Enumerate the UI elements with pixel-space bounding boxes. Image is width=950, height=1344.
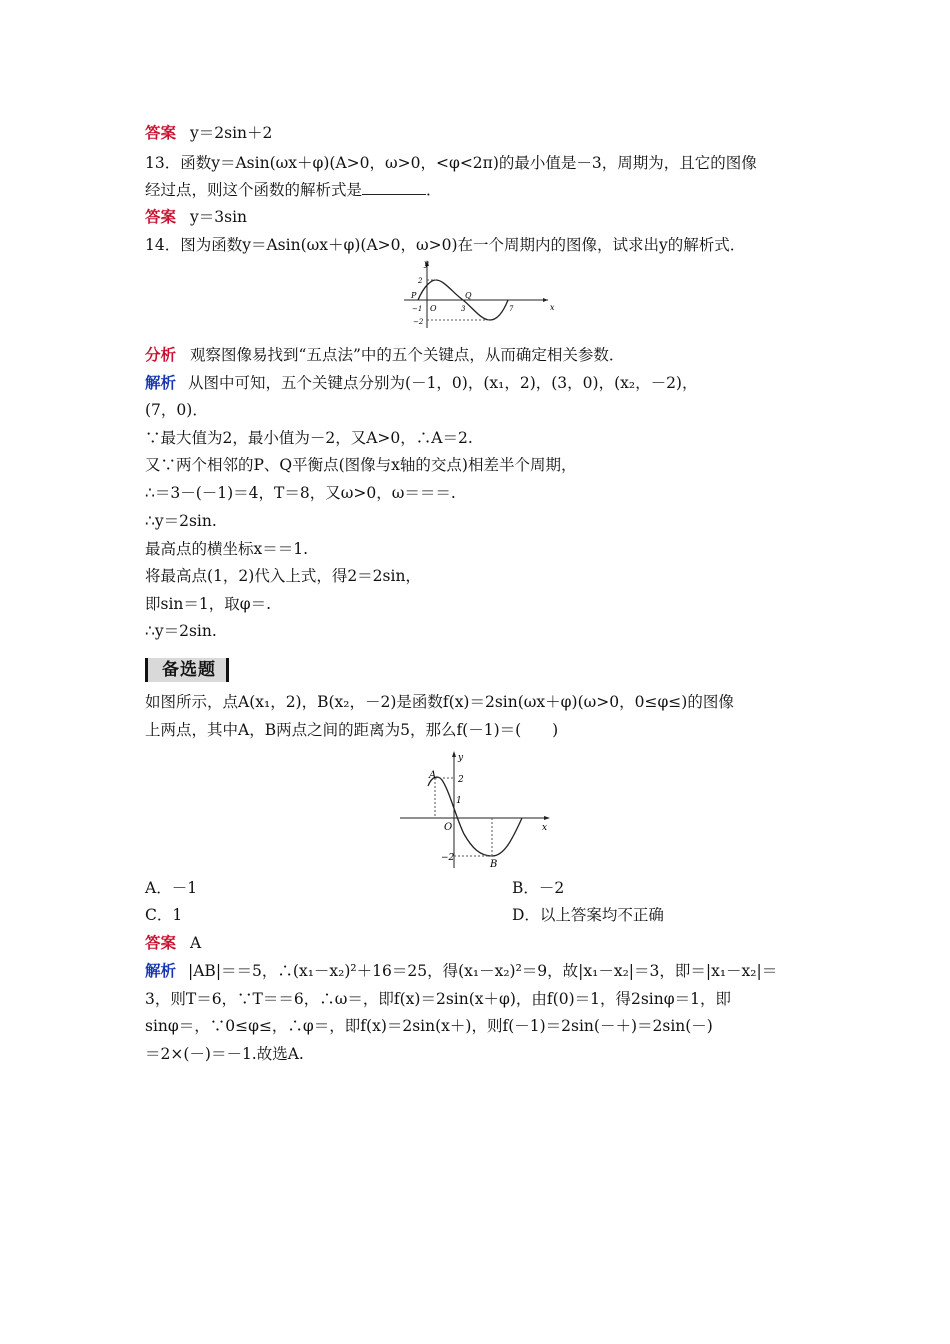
point-q-label: Q — [465, 291, 472, 300]
section-bar-right — [226, 658, 229, 682]
tick-2: 2 — [418, 277, 423, 285]
solution-label: 解析 — [145, 961, 177, 980]
tick-neg2: −2 — [413, 318, 424, 326]
x-axis-arrow — [544, 816, 550, 820]
origin-label: O — [430, 304, 437, 313]
x-axis-arrow — [543, 298, 548, 302]
solution-line-4: 又∵两个相邻的P、Q平衡点(图像与x轴的交点)相差半个周期， — [145, 456, 577, 474]
answer-13 — [145, 207, 810, 227]
y-axis-label: y — [458, 753, 464, 763]
solution-line-6: ∴y＝2sin. — [145, 512, 217, 530]
y-axis-label: y — [424, 259, 429, 268]
solution-text: 从图中可知，五个关键点分别为(－1，0)，(x₁，2)，(3，0)，(x₂，－2)， — [188, 374, 698, 392]
question-13: 13．函数y＝Asin(ωx＋φ)(A>0，ω>0，<φ<2π)的最小值是－3，周期为，且它的图像 — [145, 154, 757, 172]
sine-curve — [428, 777, 522, 856]
answer-text: y＝3sin — [190, 208, 248, 226]
answer-12 — [145, 123, 810, 143]
bonus-solution-line-3: sinφ＝，∵0≤φ≤，∴φ＝，即f(x)＝2sin(x＋)，则f(－1)＝2sin(－＋)＝2sin(－) — [145, 1017, 713, 1035]
y-axis-arrow — [452, 751, 456, 757]
origin-label: O — [444, 822, 453, 833]
solution-label: 解析 — [145, 373, 177, 392]
section-header — [145, 657, 229, 683]
question-14: 14．图为函数y＝Asin(ωx＋φ)(A>0，ω>0)在一个周期内的图像，试求出y的解析式． — [145, 236, 746, 254]
tick-neg1: −1 — [412, 305, 423, 313]
solution-line-1 — [145, 373, 810, 393]
bonus-solution-line-4: ＝2×(－)＝－1.故选A. — [145, 1045, 304, 1063]
solution-line-7: 最高点的横坐标x＝＝1. — [145, 540, 309, 558]
bonus-question-line-2: 上两点，其中A，B两点之间的距离为5，那么f(－1)＝( ) — [145, 721, 559, 739]
tick-7: 7 — [509, 305, 514, 313]
tick-1: 1 — [456, 796, 462, 806]
sine-graph-figure-1 — [398, 258, 558, 332]
x-axis-label: x — [542, 823, 548, 833]
solution-line-9: 即sin＝1，取φ＝. — [145, 595, 272, 613]
answer-label: 答案 — [145, 123, 177, 142]
answer-blank — [362, 180, 426, 195]
solution-line-10: ∴y＝2sin. — [145, 622, 217, 640]
answer-label: 答案 — [145, 207, 177, 226]
answer-text: y＝2sin＋2 — [190, 124, 273, 142]
answer-text: A — [190, 934, 202, 952]
solution-line-5: ∴＝3－(－1)＝4，T＝8，又ω>0，ω＝＝＝. — [145, 484, 456, 502]
tick-2: 2 — [458, 775, 464, 785]
bonus-solution-line-2: 3，则T＝6，∵T＝＝6，∴ω＝，即f(x)＝2sin(x＋φ)，由f(0)＝1，得2sinφ＝1，即 — [145, 990, 731, 1008]
option-d: D．以上答案均不正确 — [512, 906, 664, 924]
solution-line-3: ∵最大值为2，最小值为－2，又A>0，∴A＝2. — [145, 429, 473, 447]
option-a: A．－1 — [145, 879, 198, 897]
question-13-cont: 经过点，则这个函数的解析式是 ． — [145, 181, 442, 199]
point-a-label: A — [429, 770, 437, 781]
bonus-solution-line-1 — [145, 961, 810, 981]
answer-label: 答案 — [145, 933, 177, 952]
point-p-label: P — [411, 291, 417, 300]
bonus-question-line-1: 如图所示，点A(x₁，2)，B(x₂，－2)是函数f(x)＝2sin(ωx＋φ)(ω>0，0≤φ≤)的图像 — [145, 693, 734, 711]
tick-neg2: −2 — [441, 853, 455, 863]
solution-line-2: (7，0)． — [145, 401, 208, 419]
solution-line-8: 将最高点(1，2)代入上式，得2＝2sin， — [145, 567, 421, 585]
point-b-label: B — [490, 859, 498, 870]
option-c: C．1 — [145, 906, 183, 924]
x-axis-label: x — [550, 303, 555, 312]
section-title: 备选题 — [148, 658, 226, 682]
sine-graph-figure-2 — [398, 748, 558, 872]
analysis — [145, 345, 810, 365]
solution-text: |AB|＝＝5，∴(x₁－x₂)²＋16＝25，得(x₁－x₂)²＝9，故|x₁－x₂|＝3，即＝|x₁－x₂|＝ — [188, 962, 778, 980]
bonus-answer — [145, 933, 810, 953]
option-b: B．－2 — [512, 879, 565, 897]
analysis-text: 观察图像易找到“五点法”中的五个关键点，从而确定相关参数． — [190, 346, 625, 364]
tick-3: 3 — [461, 305, 466, 313]
analysis-label: 分析 — [145, 345, 177, 364]
